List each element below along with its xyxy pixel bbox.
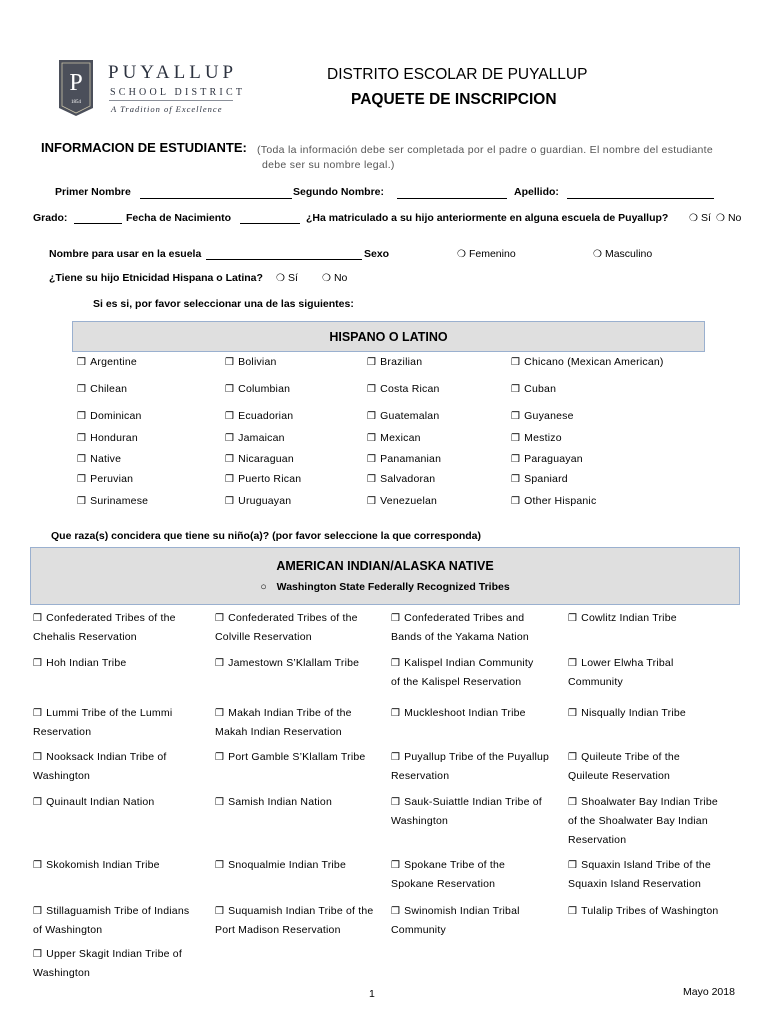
tribe-option-label: Jamestown S’Klallam Tribe [228, 657, 360, 669]
tribe-option-label: Upper Skagit Indian Tribe of [46, 948, 182, 960]
tribe-option-label: Confederated Tribes of the [228, 612, 358, 624]
race-question: Que raza(s) concidera que tiene su niño(a)? (por favor seleccione la que corresponda) [51, 530, 482, 542]
hispanic-option-label: Cuban [524, 383, 557, 395]
section-note-line2: debe ser su nombre legal.) [262, 159, 395, 171]
checkbox-icon: ❒ [367, 357, 377, 368]
tribe-option-label: Washington [33, 770, 91, 782]
shield-emblem-icon [55, 58, 97, 118]
hispanic-option[interactable] [511, 450, 583, 469]
tribe-option[interactable] [391, 654, 533, 692]
checkbox-icon: ❒ [391, 658, 401, 669]
hispanic-option[interactable] [511, 407, 574, 426]
hispanic-yes-radio[interactable]: ❍ Sí [276, 272, 298, 284]
tribe-option[interactable] [215, 654, 359, 673]
tribe-option[interactable] [391, 902, 520, 940]
tribe-option[interactable] [215, 704, 352, 742]
checkbox-icon: ❒ [391, 613, 401, 624]
checkbox-icon: ❒ [33, 797, 43, 808]
grade-field[interactable] [74, 223, 122, 224]
hispanic-option[interactable] [511, 470, 568, 489]
checkbox-icon: ❒ [77, 357, 87, 368]
tribe-option[interactable] [33, 654, 126, 673]
enrolled-no-radio[interactable]: ❍ No [716, 212, 742, 224]
hispanic-option-label: Costa Rican [380, 383, 440, 395]
tribe-option-label: Stillaguamish Tribe of Indians [46, 905, 190, 917]
tribe-option-label: Sauk-Suiattle Indian Tribe of [404, 796, 542, 808]
hispanic-option[interactable] [511, 380, 556, 399]
tribe-option-label: Squaxin Island Reservation [568, 878, 702, 890]
tribe-option[interactable] [33, 748, 167, 786]
hispanic-option[interactable] [77, 353, 137, 372]
tribe-option[interactable] [391, 704, 526, 723]
tribe-option-label: Chehalis Reservation [33, 631, 137, 643]
hispanic-option-label: Bolivian [238, 356, 277, 368]
checkbox-icon: ❒ [225, 496, 235, 507]
checkbox-icon: ❒ [77, 496, 87, 507]
birth-date-field[interactable] [240, 223, 300, 224]
tribe-option-label: Port Gamble S’Klallam Tribe [228, 751, 366, 763]
tribe-option-label: of Washington [33, 924, 103, 936]
hispanic-option-label: Uruguayan [238, 495, 292, 507]
radio-icon: ❍ [716, 213, 725, 224]
checkbox-icon: ❒ [225, 454, 235, 465]
checkbox-icon: ❒ [225, 411, 235, 422]
checkbox-icon: ❒ [367, 433, 377, 444]
hispanic-option-label: Puerto Rican [238, 473, 302, 485]
tribe-option[interactable] [33, 793, 154, 812]
tribe-option[interactable] [391, 748, 549, 786]
hispanic-option[interactable] [367, 353, 422, 372]
hispanic-option[interactable] [511, 492, 596, 511]
tribe-option-label: Confederated Tribes of the [46, 612, 176, 624]
hispanic-option-label: Dominican [90, 410, 142, 422]
tribe-option-label: Suquamish Indian Tribe of the [228, 905, 374, 917]
tribe-option-label: Port Madison Reservation [215, 924, 341, 936]
tribe-option[interactable] [391, 793, 542, 831]
tribe-option-label: Kalispel Indian Community [404, 657, 534, 669]
hispanic-option-label: Brazilian [380, 356, 423, 368]
tribe-option-label: Spokane Tribe of the [404, 859, 506, 871]
american-indian-subtitle-row [31, 581, 739, 593]
tribe-option[interactable] [568, 902, 718, 921]
hispanic-option[interactable] [511, 353, 664, 372]
american-indian-subtitle: Washington State Federally Recognized Tribes [276, 581, 510, 593]
checkbox-icon: ❒ [33, 860, 43, 871]
hispanic-option[interactable] [225, 380, 290, 399]
hispanic-option[interactable] [77, 470, 133, 489]
footer-date: Mayo 2018 [683, 986, 735, 998]
first-name-label: Primer Nombre [55, 186, 131, 198]
hispanic-option-label: Chicano (Mexican American) [524, 356, 664, 368]
checkbox-icon: ❒ [77, 474, 87, 485]
tribe-option-label: Samish Indian Nation [228, 796, 332, 808]
tribe-option-label: Community [568, 676, 623, 688]
checkbox-icon: ❒ [391, 797, 401, 808]
sex-label: Sexo [364, 248, 390, 260]
section-heading: INFORMACION DE ESTUDIANTE: [41, 140, 247, 155]
checkbox-icon: ❒ [77, 384, 87, 395]
checkbox-icon: ❒ [568, 752, 578, 763]
tribe-option[interactable] [33, 704, 172, 742]
tribe-option-label: Washington [391, 815, 449, 827]
first-name-field[interactable] [140, 198, 292, 199]
logo-subtitle: SCHOOL DISTRICT [110, 87, 246, 98]
checkbox-icon: ❒ [367, 474, 377, 485]
grade-label: Grado: [33, 212, 68, 224]
checkbox-icon: ❒ [215, 708, 225, 719]
checkbox-icon: ❒ [511, 411, 521, 422]
checkbox-icon: ❒ [568, 797, 578, 808]
page-number: 1 [369, 988, 375, 1000]
female-radio[interactable]: ❍ Femenino [457, 248, 516, 260]
last-name-field[interactable] [567, 198, 714, 199]
document-title: DISTRITO ESCOLAR DE PUYALLUP [327, 66, 588, 83]
tribe-option[interactable] [568, 704, 686, 723]
checkbox-icon: ❒ [33, 613, 43, 624]
hispanic-option-label: Native [90, 453, 122, 465]
tribe-option[interactable] [568, 609, 677, 628]
checkbox-icon: ❒ [511, 384, 521, 395]
tribe-option-label: Reservation [33, 726, 92, 738]
hispanic-option-label: Chilean [90, 383, 128, 395]
hispanic-option[interactable] [367, 492, 437, 511]
hispanic-option-label: Mestizo [524, 432, 562, 444]
hispanic-option[interactable] [225, 470, 301, 489]
checkbox-icon: ❒ [367, 384, 377, 395]
hispanic-option-label: Other Hispanic [524, 495, 597, 507]
radio-icon: ❍ [457, 249, 466, 260]
male-radio[interactable]: ❍ Masculino [593, 248, 653, 260]
checkbox-icon: ❒ [77, 433, 87, 444]
document-subtitle: PAQUETE DE INSCRIPCION [351, 91, 557, 108]
checkbox-icon: ❒ [568, 860, 578, 871]
tribe-option-label: Muckleshoot Indian Tribe [404, 707, 526, 719]
tribe-option[interactable] [568, 654, 673, 692]
hispanic-option[interactable] [367, 407, 439, 426]
checkbox-icon: ❒ [33, 949, 43, 960]
hispanic-option-label: Mexican [380, 432, 421, 444]
middle-name-field[interactable] [397, 198, 507, 199]
logo-divider [109, 100, 233, 101]
tribe-option-label: Snoqualmie Indian Tribe [228, 859, 347, 871]
checkbox-icon: ❒ [391, 860, 401, 871]
logo-tagline: A Tradition of Excellence [111, 104, 223, 114]
hispanic-option[interactable] [225, 353, 277, 372]
tribe-option-label: Skokomish Indian Tribe [46, 859, 160, 871]
hispanic-option-label: Guatemalan [380, 410, 440, 422]
hispanic-question: ¿Tiene su hijo Etnicidad Hispana o Latina? [49, 272, 263, 284]
tribe-option[interactable] [33, 945, 182, 983]
last-name-label: Apellido: [514, 186, 559, 198]
checkbox-icon: ❒ [391, 752, 401, 763]
tribe-option[interactable] [33, 609, 176, 647]
tribe-option-label: of the Kalispel Reservation [391, 676, 522, 688]
checkbox-icon: ❒ [511, 454, 521, 465]
tribe-option-label: Makah Indian Reservation [215, 726, 342, 738]
tribe-option-label: Confederated Tribes and [404, 612, 525, 624]
logo-name: PUYALLUP [108, 62, 238, 83]
hispanic-option[interactable] [225, 407, 293, 426]
tribe-option-label: Washington [33, 967, 91, 979]
tribe-option-label: Tulalip Tribes of Washington [581, 905, 719, 917]
hispanic-option[interactable] [77, 380, 127, 399]
hispanic-option-label: Spaniard [524, 473, 568, 485]
tribe-option-label: Nisqually Indian Tribe [581, 707, 686, 719]
checkbox-icon: ❒ [33, 752, 43, 763]
checkbox-icon: ❒ [367, 496, 377, 507]
checkbox-icon: ❒ [77, 411, 87, 422]
middle-name-label: Segundo Nombre: [293, 186, 384, 198]
tribe-option-label: Lower Elwha Tribal [581, 657, 674, 669]
tribe-option-label: Community [391, 924, 446, 936]
radio-icon: ❍ [689, 213, 698, 224]
american-indian-header [30, 547, 740, 605]
hispanic-option-label: Surinamese [90, 495, 149, 507]
tribe-option-label: Nooksack Indian Tribe of [46, 751, 167, 763]
tribe-option-label: Quileute Tribe of the [581, 751, 680, 763]
section-note-line1: (Toda la información debe ser completada por el padre o guardian. El nombre del estudiante [257, 144, 714, 156]
svg-text:P: P [69, 70, 83, 96]
checkbox-icon: ❒ [225, 357, 235, 368]
checkbox-icon: ❒ [77, 454, 87, 465]
enrolled-question: ¿Ha matriculado a su hijo anteriormente en alguna escuela de Puyallup? [306, 212, 669, 224]
birth-date-label: Fecha de Nacimiento [126, 212, 232, 224]
preferred-name-field[interactable] [206, 259, 362, 260]
checkbox-icon: ❒ [391, 708, 401, 719]
tribe-option-label: Squaxin Island Tribe of the [581, 859, 711, 871]
tribe-option[interactable] [568, 856, 711, 894]
tribe-option-label: Shoalwater Bay Indian Tribe [581, 796, 718, 808]
checkbox-icon: ❒ [511, 474, 521, 485]
bullet-icon: ○ [260, 581, 267, 593]
checkbox-icon: ❒ [215, 658, 225, 669]
checkbox-icon: ❒ [568, 708, 578, 719]
hispanic-option-label: Guyanese [524, 410, 574, 422]
checkbox-icon: ❒ [391, 906, 401, 917]
tribe-option[interactable] [391, 856, 505, 894]
radio-icon: ❍ [322, 273, 331, 284]
tribe-option-label: Cowlitz Indian Tribe [581, 612, 677, 624]
checkbox-icon: ❒ [33, 906, 43, 917]
checkbox-icon: ❒ [225, 474, 235, 485]
tribe-option[interactable] [33, 856, 160, 875]
tribe-option[interactable] [568, 793, 718, 850]
hispanic-option[interactable] [77, 450, 121, 469]
checkbox-icon: ❒ [215, 797, 225, 808]
checkbox-icon: ❒ [225, 433, 235, 444]
checkbox-icon: ❒ [225, 384, 235, 395]
tribe-option-label: Hoh Indian Tribe [46, 657, 127, 669]
checkbox-icon: ❒ [511, 357, 521, 368]
checkbox-icon: ❒ [568, 613, 578, 624]
svg-text:1854: 1854 [71, 100, 81, 105]
hispanic-option[interactable] [367, 380, 440, 399]
tribe-option-label: Reservation [568, 834, 627, 846]
hispanic-option[interactable] [367, 450, 441, 469]
hispanic-option-label: Nicaraguan [238, 453, 294, 465]
hispanic-option[interactable] [367, 429, 421, 448]
checkbox-icon: ❒ [367, 454, 377, 465]
tribe-option-label: Bands of the Yakama Nation [391, 631, 529, 643]
checkbox-icon: ❒ [568, 658, 578, 669]
radio-icon: ❍ [276, 273, 285, 284]
checkbox-icon: ❒ [215, 752, 225, 763]
tribe-option[interactable] [33, 902, 189, 940]
tribe-option[interactable] [215, 902, 373, 940]
tribe-option[interactable] [215, 609, 358, 647]
checkbox-icon: ❒ [367, 411, 377, 422]
tribe-option[interactable] [215, 748, 365, 767]
american-indian-title: AMERICAN INDIAN/ALASKA NATIVE [276, 559, 494, 573]
tribe-option-label: Quinault Indian Nation [46, 796, 155, 808]
tribe-option-label: Lummi Tribe of the Lummi [46, 707, 173, 719]
checkbox-icon: ❒ [511, 433, 521, 444]
hispanic-title: HISPANO O LATINO [329, 330, 448, 344]
checkbox-icon: ❒ [215, 613, 225, 624]
hispanic-option[interactable] [367, 470, 435, 489]
checkbox-icon: ❒ [33, 658, 43, 669]
hispanic-option-label: Venezuelan [380, 495, 438, 507]
hispanic-option-label: Salvadoran [380, 473, 436, 485]
hispanic-option-label: Jamaican [238, 432, 285, 444]
hispanic-option-label: Peruvian [90, 473, 134, 485]
hispanic-no-radio[interactable]: ❍ No [322, 272, 348, 284]
hispanic-option[interactable] [77, 429, 138, 448]
hispanic-option[interactable] [225, 450, 294, 469]
checkbox-icon: ❒ [568, 906, 578, 917]
hispanic-option-label: Argentine [90, 356, 137, 368]
hispanic-option[interactable] [77, 492, 148, 511]
if-yes-instruction: Si es si, por favor seleccionar una de las siguientes: [93, 298, 354, 310]
hispanic-option[interactable] [77, 407, 142, 426]
tribe-option-label: Spokane Reservation [391, 878, 496, 890]
hispanic-option-label: Ecuadorian [238, 410, 294, 422]
checkbox-icon: ❒ [511, 496, 521, 507]
tribe-option-label: Colville Reservation [215, 631, 312, 643]
tribe-option-label: Makah Indian Tribe of the [228, 707, 352, 719]
radio-icon: ❍ [593, 249, 602, 260]
tribe-option-label: Quileute Reservation [568, 770, 671, 782]
tribe-option[interactable] [215, 856, 346, 875]
tribe-option-label: Swinomish Indian Tribal [404, 905, 520, 917]
checkbox-icon: ❒ [33, 708, 43, 719]
hispanic-option-label: Paraguayan [524, 453, 583, 465]
tribe-option[interactable] [215, 793, 332, 812]
preferred-name-label: Nombre para usar en la esuela [49, 248, 202, 260]
checkbox-icon: ❒ [215, 906, 225, 917]
hispanic-option[interactable] [225, 492, 291, 511]
hispanic-option-label: Panamanian [380, 453, 442, 465]
tribe-option[interactable] [568, 748, 680, 786]
hispanic-option[interactable] [511, 429, 562, 448]
hispanic-header [72, 321, 705, 352]
checkbox-icon: ❒ [215, 860, 225, 871]
hispanic-option-label: Columbian [238, 383, 291, 395]
tribe-option-label: Puyallup Tribe of the Puyallup [404, 751, 550, 763]
hispanic-option-label: Honduran [90, 432, 138, 444]
tribe-option-label: Reservation [391, 770, 450, 782]
hispanic-option[interactable] [225, 429, 285, 448]
tribe-option[interactable] [391, 609, 529, 647]
tribe-option-label: of the Shoalwater Bay Indian [568, 815, 708, 827]
enrolled-yes-radio[interactable]: ❍ Sí [689, 212, 711, 224]
